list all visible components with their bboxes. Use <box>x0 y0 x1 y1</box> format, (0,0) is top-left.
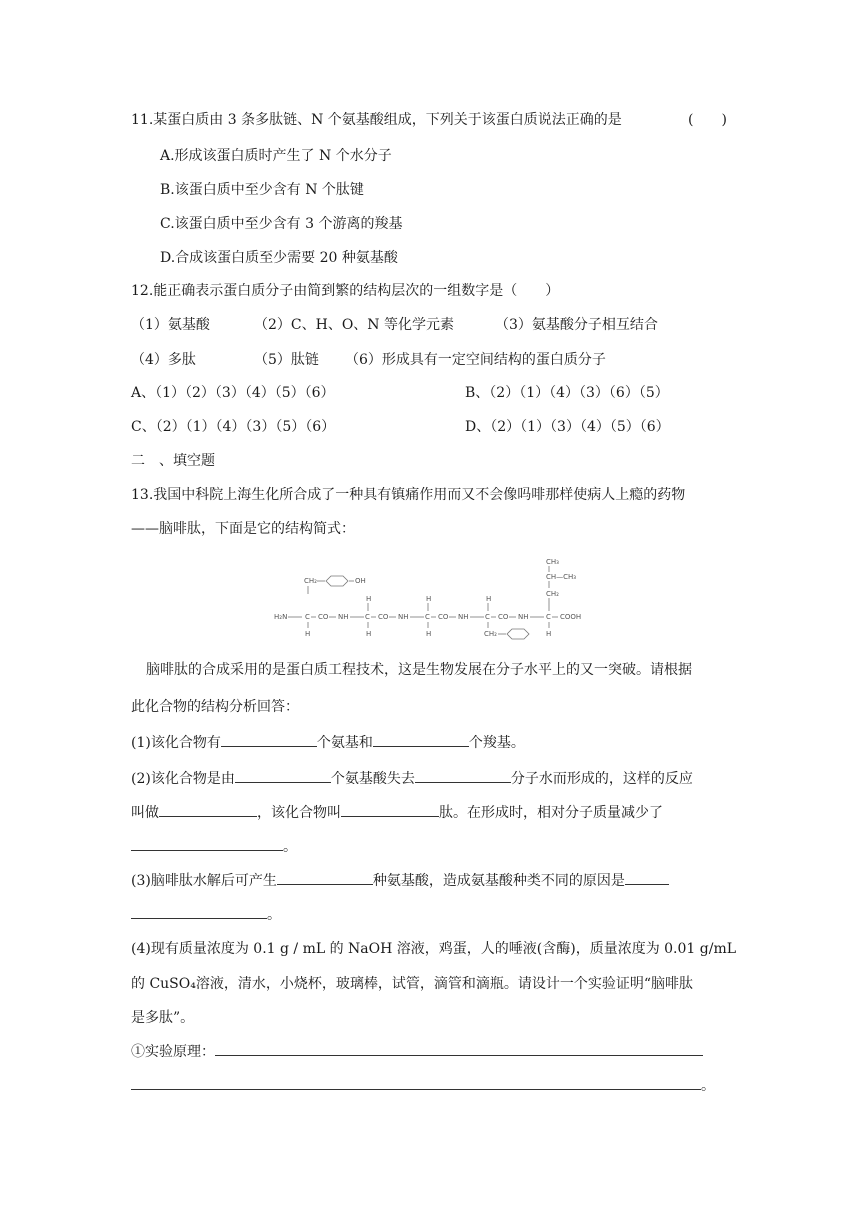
struct-c-4: C <box>485 613 490 621</box>
benzene-ring-icon <box>326 576 348 586</box>
answer-blank-8[interactable] <box>277 870 373 885</box>
struct-h-bottom-4: H <box>546 630 552 638</box>
answer-blank-11[interactable] <box>215 1041 703 1056</box>
q12-choice-d: D、（2）（1）（3）（4）（5）（6） <box>465 419 670 435</box>
q12-item-4: （4）多肽 <box>131 352 196 368</box>
q13-stem-line1: 13.我国中科院上海生化所合成了一种具有镇痛作用而又不会像吗啡那样使病人上瘾的药物 <box>131 487 686 503</box>
q13-part4-line1: (4)现有质量浓度为 0.1 g / mL 的 NaOH 溶液，鸡蛋，人的唾液(含酶)，质量浓度为 0.01 g/mL <box>131 941 737 957</box>
q13-part2-line3: 。 <box>131 836 297 857</box>
q11-answer-paren: ( ) <box>688 112 727 128</box>
answer-blank-9[interactable] <box>625 870 669 885</box>
answer-blank-10[interactable] <box>131 904 267 919</box>
q13-part4-line3: 是多肽”。 <box>131 1010 195 1026</box>
q13-part3-line2: 。 <box>131 904 281 925</box>
struct-c-1: C <box>305 613 310 621</box>
struct-nh-3: NH <box>458 613 469 621</box>
q12-item-2: （2）C、H、O、N 等化学元素 <box>254 317 455 333</box>
q11-option-a: A.形成该蛋白质时产生了 N 个水分子 <box>160 148 392 164</box>
q11-stem: 11.某蛋白质由 3 条多肽链、N 个氨基酸组成，下列关于该蛋白质说法正确的是 <box>131 112 622 128</box>
answer-blank-3[interactable] <box>235 768 331 783</box>
q13-intro-line1: 脑啡肽的合成采用的是蛋白质工程技术，这是生物发展在分子水平上的又一突破。请根据 <box>146 662 692 678</box>
struct-ch2-top-left: CH₂ <box>304 577 317 585</box>
q11-option-c: C.该蛋白质中至少含有 3 个游离的羧基 <box>160 216 403 232</box>
struct-c-3: C <box>425 613 430 621</box>
struct-ch2-leu: CH₂ <box>546 590 559 598</box>
q11-option-d: D.合成该蛋白质至少需要 20 种氨基酸 <box>160 250 398 266</box>
q13-part2-line1: (2)该化合物是由 个氨基酸失去 分子水而形成的，这样的反应 <box>131 768 693 789</box>
q12-choice-b: B、（2）（1）（4）（3）（6）（5） <box>465 385 669 401</box>
q13-part1: (1)该化合物有 个氨基和 个羧基。 <box>131 732 525 753</box>
struct-co-2: CO <box>378 613 389 621</box>
enkephalin-structure-diagram <box>270 552 600 644</box>
answer-blank-4[interactable] <box>415 768 511 783</box>
struct-oh: OH <box>355 577 366 585</box>
struct-c-5: C <box>546 613 551 621</box>
answer-blank-2[interactable] <box>373 732 469 747</box>
struct-ch2-phe: CH₂ <box>484 630 497 638</box>
q13-stem-line2: ——脑啡肽，下面是它的结构简式： <box>131 521 355 537</box>
struct-ch3-top: CH₃ <box>546 558 559 566</box>
struct-co-4: CO <box>498 613 509 621</box>
struct-h-bottom-1: H <box>305 630 311 638</box>
q12-stem: 12.能正确表示蛋白质分子由简到繁的结构层次的一组数字是（ ） <box>131 283 560 299</box>
q13-principle-line1: ①实验原理： <box>131 1041 703 1062</box>
struct-ch-ch3: CH—CH₃ <box>546 573 577 581</box>
answer-blank-5[interactable] <box>159 802 257 817</box>
answer-blank-1[interactable] <box>221 732 317 747</box>
struct-h-bottom-2: H <box>366 630 372 638</box>
struct-h-top-3: H <box>486 595 492 603</box>
q12-item-3: （3）氨基酸分子相互结合 <box>495 317 658 333</box>
benzene-ring-icon <box>507 629 529 639</box>
struct-nh-2: NH <box>398 613 409 621</box>
struct-nh-4: NH <box>518 613 529 621</box>
struct-h-top-2: H <box>426 595 432 603</box>
q13-part3-line1: (3)脑啡肽水解后可产生 种氨基酸，造成氨基酸种类不同的原因是 <box>131 870 669 891</box>
struct-co-1: CO <box>318 613 329 621</box>
q12-choice-a: A、（1）（2）（3）（4）（5）（6） <box>131 385 335 401</box>
q13-part4-line2: 的 CuSO₄溶液，清水，小烧杯，玻璃棒，试管，滴管和滴瓶。请设计一个实验证明“脑啡肽 <box>131 976 694 992</box>
section-heading: 二 、填空题 <box>131 453 215 469</box>
q12-choice-c: C、（2）（1）（4）（3）（5）（6） <box>131 419 336 435</box>
answer-blank-12[interactable] <box>131 1075 701 1090</box>
struct-cooh: COOH <box>560 613 582 621</box>
struct-c-2: C <box>365 613 370 621</box>
q12-item-6: （6）形成具有一定空间结构的蛋白质分子 <box>345 352 606 368</box>
q13-part2-line2: 叫做 ，该化合物叫 肽。在形成时，相对分子质量减少了 <box>131 802 663 823</box>
struct-h2n: H₂N <box>274 613 288 621</box>
struct-nh-1: NH <box>338 613 349 621</box>
q11-option-b: B.该蛋白质中至少含有 N 个肽键 <box>160 182 364 198</box>
q13-principle-line2: 。 <box>131 1075 715 1096</box>
answer-blank-7[interactable] <box>131 836 283 851</box>
struct-h-top-1: H <box>366 595 372 603</box>
q13-intro-line2: 此化合物的结构分析回答： <box>131 699 299 715</box>
struct-h-bottom-3: H <box>426 630 432 638</box>
q12-item-5: （5）肽链 <box>254 352 319 368</box>
struct-co-3: CO <box>438 613 449 621</box>
answer-blank-6[interactable] <box>341 802 439 817</box>
q12-item-1: （1）氨基酸 <box>131 317 210 333</box>
